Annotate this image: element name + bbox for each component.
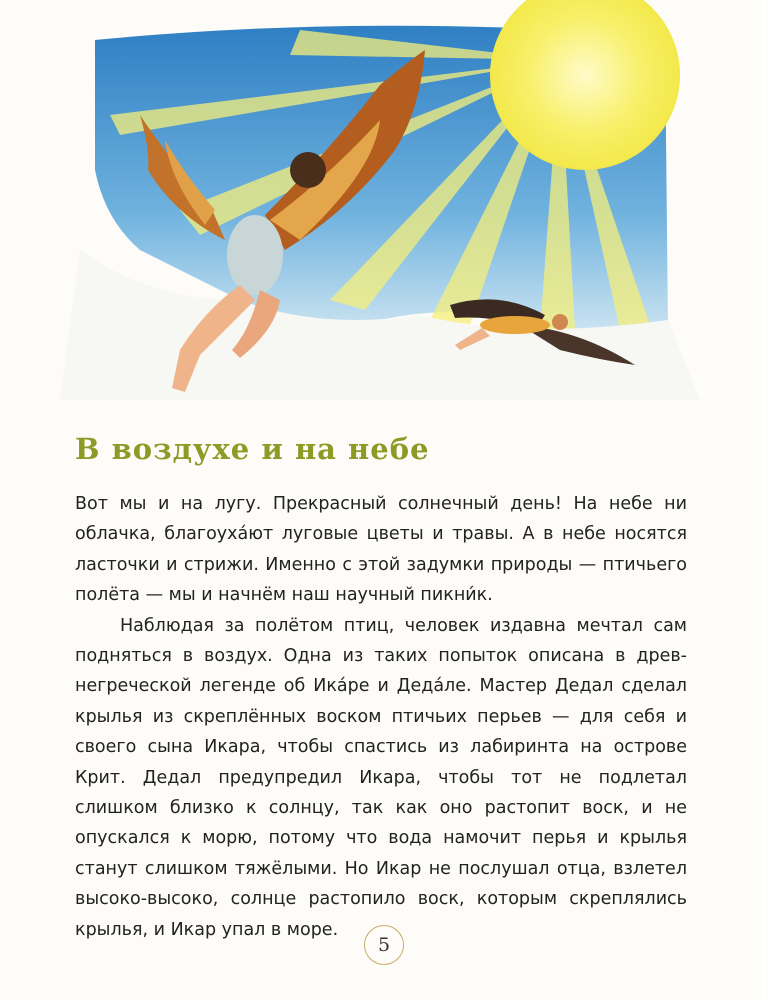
body-text [75,489,687,945]
paragraph-2: Наблюдая за полётом птиц, человек издавна мечтал сам подняться в воздух. Одна из таких попыток описана в древнегреческой легенде об Ика́ре и Деда́ле. Мастер Дедал сделал крылья из скреплённых воском птичьих перьев — для себя и своего сына Икара, чтобы спастись из лабиринта на острове Крит. Дедал предупредил Икара, чтобы тот не подлетал слишком близко к солнцу, так как оно растопит воск, и не опускался к морю, потому что вода намочит перья и крылья станут слишком тяжёлыми. Но Икар не послушал отца, взлетел высоко-высоко, солнце растопило воск, которым скреплялись крылья, и Икар упал в море. [75,615,687,940]
page-number: 5 [364,925,404,965]
paragraph-1: Вот мы и на лугу. Прекрасный солнечный день! На небе ни облачка, благоуха́ют луговые цветы и травы. А в небе носятся ласточки и стрижи. Именно с этой задумки природы — птичьего полёта — мы и начнём наш научный пикни́к. [75,494,687,606]
section-heading: В воздухе и на небе [75,432,430,466]
icarus-illustration [0,0,761,420]
